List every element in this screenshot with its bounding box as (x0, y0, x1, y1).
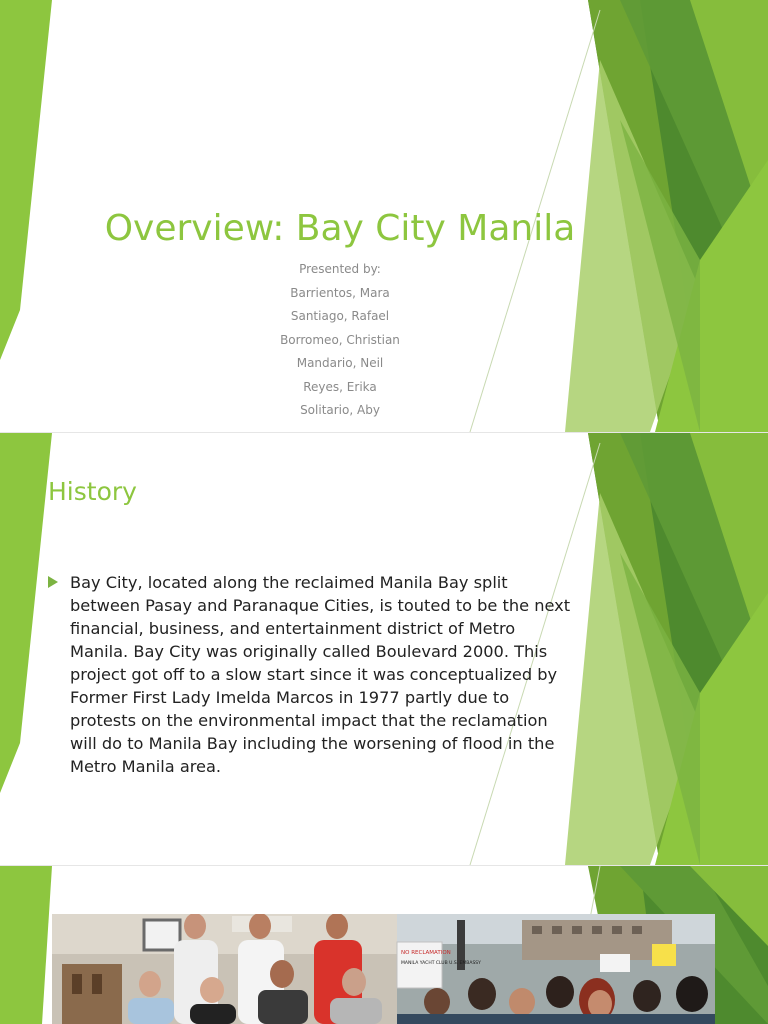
protest-sign-text: MANILA YACHT CLUB U.S. EMBASSY (401, 961, 481, 966)
section-heading: History (48, 477, 137, 506)
protest-sign-text: NO RECLAMATION (401, 950, 451, 956)
slide-title: Overview: Bay City Manila (104, 208, 576, 249)
bullet-arrow-icon (48, 576, 58, 588)
presenter-name: Solitario, Aby (300, 403, 380, 417)
protest-photo-image (52, 914, 715, 1024)
presenters-label: Presented by: (299, 262, 381, 276)
presenter-name: Mandario, Neil (296, 356, 384, 370)
bullet-item (48, 571, 573, 778)
protest-photo (52, 914, 715, 1024)
photo-slide (0, 866, 768, 1024)
bullet-text: Bay City, located along the reclaimed Manila Bay split between Pasay and Paranaque Cities, is touted to be the next financial, business, and entertainment district of Metro Manila. Bay City was originally called Boulevard 2000. This project got off to a slow start since it was conceptualized by Former First Lady Imelda Marcos in 1977 partly due to protests on the environmental impact that the reclamation will do to Manila Bay including the worsening of flood in the Metro Manila area. (70, 573, 571, 776)
title-slide (0, 0, 768, 432)
history-slide (0, 433, 768, 865)
presenter-name: Borromeo, Christian (280, 332, 400, 347)
presenter-name: Barrientos, Mara (290, 285, 390, 300)
presenter-name: Reyes, Erika (303, 379, 377, 394)
presenter-name: Santiago, Rafael (290, 309, 390, 323)
presenter-list (0, 258, 680, 423)
